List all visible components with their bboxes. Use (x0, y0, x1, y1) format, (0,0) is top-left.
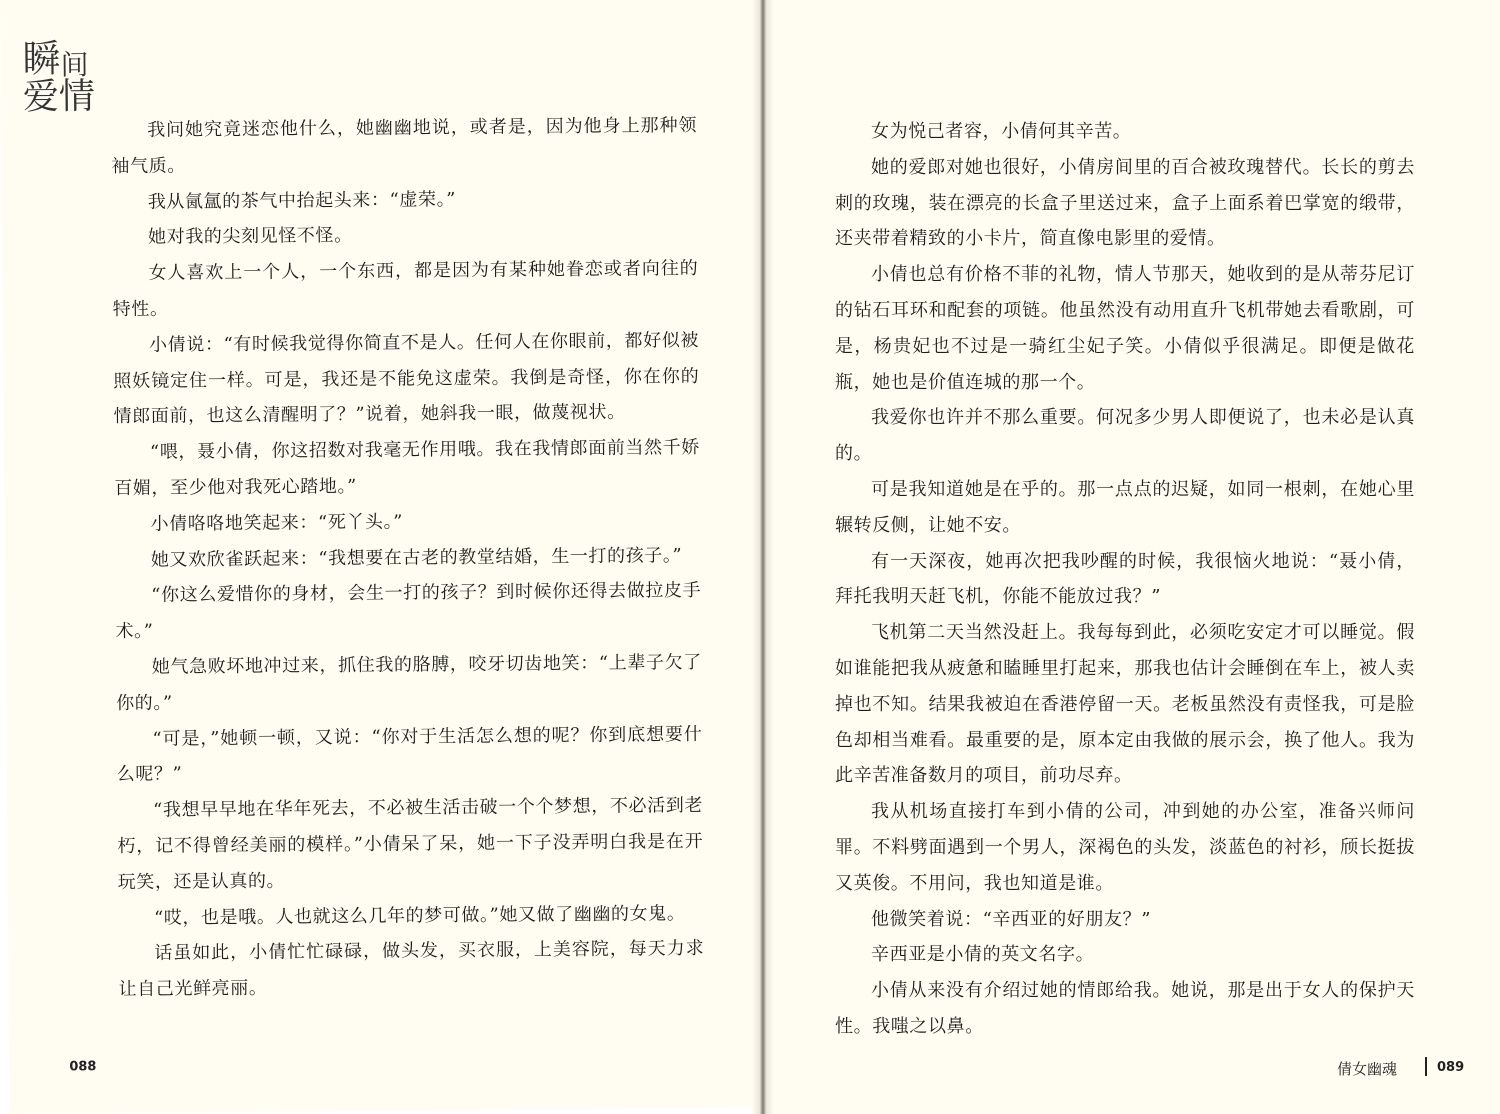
paragraph: 我爱你也许并不那么重要。何况多少男人即便说了，也未必是认真的。 (835, 407, 1415, 465)
paragraph: 他微笑着说：“辛西亚的好朋友？” (871, 908, 1152, 930)
paragraph: 辛西亚是小倩的英文名字。 (871, 944, 1095, 966)
page-number-left: 088 (69, 1059, 97, 1075)
paragraph: 有一天深夜，她再次把我吵醒的时候，我很恼火地说：“聂小倩，拜托我明天赶飞机，你能不能放过我？” (835, 550, 1415, 608)
right-page (763, 0, 1500, 1114)
paragraph: 她气急败坏地冲过来，抓住我的胳膊，咬牙切齿地笑：“上辈子欠了你的。” (116, 651, 702, 714)
logo-char: 间 (60, 48, 89, 82)
paragraph: “可是，”她顿一顿，又说：“你对于生活怎么想的呢？你到底想要什么呢？” (116, 723, 703, 786)
paragraph: “哎，也是哦。人也就这么几年的梦可做。”她又做了幽幽的女鬼。 (153, 902, 686, 929)
paragraph: 女为悦己者容，小倩何其辛苦。 (871, 121, 1132, 142)
left-page-body (111, 108, 705, 1008)
logo-char: 情 (58, 76, 96, 118)
paragraph: 小倩也总有价格不菲的礼物，情人节那天，她收到的是从蒂芬尼订的钻石耳环和配套的项链。他虽然没有动用直升飞机带她去看歌剧，可是，杨贵妃也不过是一骑红尘妃子笑。小倩似乎很满足。即便是做花瓶，她也是价值连城的那一个。 (835, 264, 1415, 393)
paragraph: 她对我的尖刻见怪不怪。 (147, 225, 353, 249)
paragraph: 女人喜欢上一个人，一个东西，都是因为有某种她眷恋或者向往的特性。 (112, 258, 699, 321)
folio-separator (1425, 1057, 1427, 1076)
logo-char: 瞬 (22, 36, 61, 81)
logo-char: 爱 (22, 76, 60, 118)
paragraph: 我从氤氲的茶气中抬起头来：“虚荣。” (147, 188, 457, 213)
paragraph: “我想早早地在华年死去，不必被生活击破一个个梦想，不必活到老朽，记不得曾经美丽的模样。”小倩呆了呆，她一下子没弄明白我是在开玩笑，还是认真的。 (117, 795, 704, 893)
paragraph: 可是我知道她是在乎的。那一点点的迟疑，如同一根刺，在她心里辗转反侧，让她不安。 (835, 478, 1415, 536)
paragraph: 话虽如此，小倩忙忙碌碌，做头发，买衣服，上美容院，每天力求让自己光鲜亮丽。 (118, 938, 705, 1001)
paragraph: 飞机第二天当然没赶上。我每每到此，必须吃安定才可以睡觉。假如谁能把我从疲惫和瞌睡里打起来，那我也估计会睡倒在车上，被人卖掉也不知。结果我被迫在香港停留一天。老板虽然没有责怪我，可是脸色却相当难看。最重要的是，原本定由我做的展示会，换了他人。我为此辛苦准备数月的项目，前功尽弃。 (835, 622, 1415, 787)
right-page-body (835, 114, 1415, 1045)
paragraph: “你这么爱惜你的身材，会生一打的孩子？到时候你还得去做拉皮手术。” (115, 580, 702, 643)
book-gutter (752, 0, 774, 1114)
series-logo (22, 36, 103, 120)
paragraph: 小倩从来没有介绍过她的情郎给我。她说，那是出于女人的保护天性。我嗤之以鼻。 (835, 980, 1415, 1037)
paragraph: 小倩说：“有时候我觉得你简直不是人。任何人在你眼前，都好似被照妖镜定住一样。可是，我还是不能免这虚荣。我倒是奇怪，你在你的情郎面前，也这么清醒明了？”说着，她斜我一眼，做蔑视状。 (113, 329, 700, 428)
paragraph: 她的爱郎对她也很好，小倩房间里的百合被玫瑰替代。长长的剪去刺的玫瑰，装在漂亮的长盒子里送过来，盒子上面系着巴掌宽的缎带，还夹带着精致的小卡片，简直像电影里的爱情。 (835, 156, 1415, 250)
page-number-right: 089 (1437, 1060, 1465, 1075)
paragraph: 她又欢欣雀跃起来：“我想要在古老的教堂结婚，生一打的孩子。” (150, 544, 683, 571)
paragraph: 我问她究竟迷恋他什么，她幽幽地说，或者是，因为他身上那种领袖气质。 (111, 114, 698, 177)
running-title: 倩女幽魂 (1337, 1060, 1398, 1078)
paragraph: 我从机场直接打车到小倩的公司，冲到她的办公室，准备兴师问罪。不料劈面遇到一个男人，深褐色的头发，淡蓝色的衬衫，颀长挺拔又英俊。不用问，我也知道是谁。 (835, 801, 1415, 894)
paragraph: “喂，聂小倩，你这招数对我毫无作用哦。我在我情郎面前当然千娇百媚，至少他对我死心踏地。” (114, 437, 701, 499)
paragraph: 小倩咯咯地笑起来：“死丫头。” (150, 511, 404, 535)
